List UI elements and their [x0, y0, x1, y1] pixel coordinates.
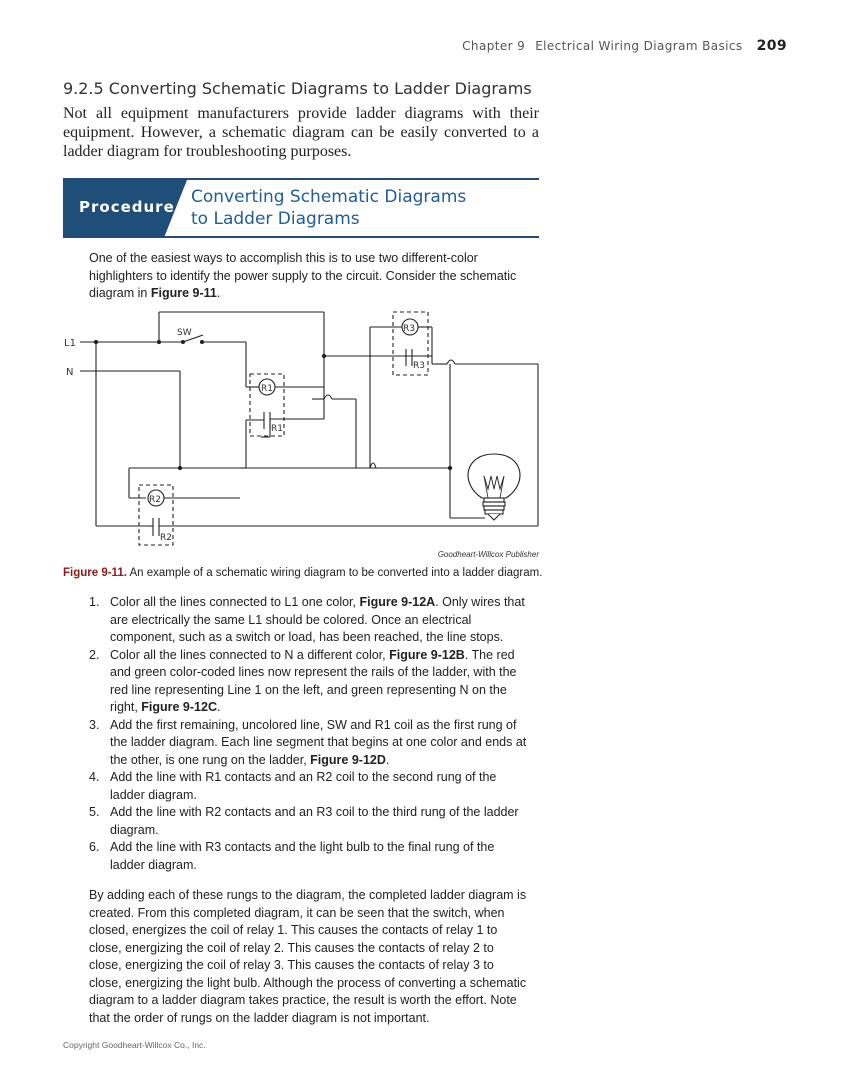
r3-contact-label: R3 [413, 361, 425, 371]
step-text: . [385, 752, 390, 767]
figure-reference: Figure 9-12C [141, 700, 217, 714]
figure-credit: Goodheart-Willcox Publisher [437, 550, 539, 559]
l1-label: L1 [64, 338, 76, 349]
schematic-diagram [60, 308, 550, 548]
figure-reference: Figure 9-12A [359, 595, 436, 609]
r1-coil-label: R1 [261, 384, 273, 394]
step-item [89, 594, 529, 647]
procedure-steps [89, 594, 529, 874]
step-item [89, 804, 529, 839]
r3-coil-label: R3 [403, 324, 415, 334]
figure-reference: Figure 9-12B [389, 647, 465, 662]
procedure-label: Procedure [79, 198, 175, 216]
figure-caption-label: Figure 9-11. [63, 567, 127, 579]
step-item [89, 839, 529, 874]
page-number: 209 [756, 38, 787, 54]
chapter-title: Electrical Wiring Diagram Basics [535, 39, 743, 53]
step-number: 6. [89, 840, 100, 854]
step-number: 5. [89, 805, 100, 819]
procedure-title-line1: Converting Schematic Diagrams [191, 187, 467, 207]
step-number: 4. [89, 770, 100, 784]
n-label: N [66, 367, 74, 378]
step-item [89, 647, 529, 717]
step-text: Add the first remaining, uncolored line, SW and R1 coil as the first rung of the ladder diagram. Each line segment that begins at one color and ends at the other, is one rung on the ladder, [110, 717, 527, 767]
step-text: Add the line with R1 contacts and an R2 coil to the second rung of the ladder diagram. [110, 770, 497, 802]
r2-coil-label: R2 [149, 495, 161, 505]
step-text: Color all the lines connected to N a different color, [110, 647, 390, 662]
r1-contact-label: R1 [271, 424, 283, 434]
step-text: Color all the lines connected to L1 one color, [110, 595, 360, 609]
procedure-intro: One of the easiest ways to accomplish this is to use two different-color highlighters to identify the power supply to the circuit. Consider the schematic diagram in Figure 9-11. [89, 251, 517, 300]
procedure-title-line2: to Ladder Diagrams [191, 209, 360, 229]
step-text: . Only wires that are electrically the same L1 should be colored. Once an electrical component, such as a switch or load, has been reached, the line stops. [110, 595, 525, 644]
figure-reference: Figure 9-11 [150, 286, 217, 300]
chapter-number: Chapter 9 [462, 39, 526, 53]
figure-caption [63, 567, 543, 579]
step-text: . The red and green color-coded lines now represent the rails of the ladder, with the red line representing Line 1 on the left, and green representing N on the right, [110, 647, 517, 714]
step-text: . [216, 700, 221, 714]
procedure-title [191, 186, 521, 230]
running-header [462, 38, 787, 54]
section-intro: Not all equipment manufacturers provide ladder diagrams with their equipment. However, a schematic diagram can be easily converted to a ladder diagram for troubleshooting purposes. [63, 105, 539, 160]
r2-contact-label: R2 [160, 533, 172, 543]
step-text: Add the line with R2 contacts and an R3 coil to the third rung of the ladder diagram. [110, 805, 519, 837]
step-number: 3. [89, 717, 100, 732]
step-number: 1. [89, 595, 100, 609]
step-number: 2. [89, 647, 100, 662]
step-item [89, 769, 529, 804]
light-bulb-icon [468, 454, 520, 520]
step-item [89, 717, 529, 770]
step-text: Add the line with R3 contacts and the light bulb to the final rung of the ladder diagram. [110, 840, 495, 872]
closing-paragraph: By adding each of these rungs to the diagram, the completed ladder diagram is created. From this completed diagram, it can be seen that the switch, when closed, energizes the coil of relay 1. This causes the contacts of relay 1 to close, energizing the coil of relay 2. This causes the contacts of relay 2 to close, energizing the coil of relay 3. This causes the contacts of relay 3 to close, energizing the light bulb. Although the process of converting a schematic diagram to a ladder diagram takes practice, the result is worth the effort. Note that the order of rungs on the ladder diagram is not important. [89, 888, 527, 1025]
figure-reference: Figure 9-12D [310, 752, 386, 767]
sw-label: SW [177, 328, 192, 338]
procedure-banner [63, 178, 539, 238]
copyright-notice: Copyright Goodheart-Willcox Co., Inc. [63, 1040, 206, 1050]
section-heading: 9.2.5 Converting Schematic Diagrams to Ladder Diagrams [63, 79, 532, 98]
figure-caption-text: An example of a schematic wiring diagram to be converted into a ladder diagram. [126, 567, 543, 579]
